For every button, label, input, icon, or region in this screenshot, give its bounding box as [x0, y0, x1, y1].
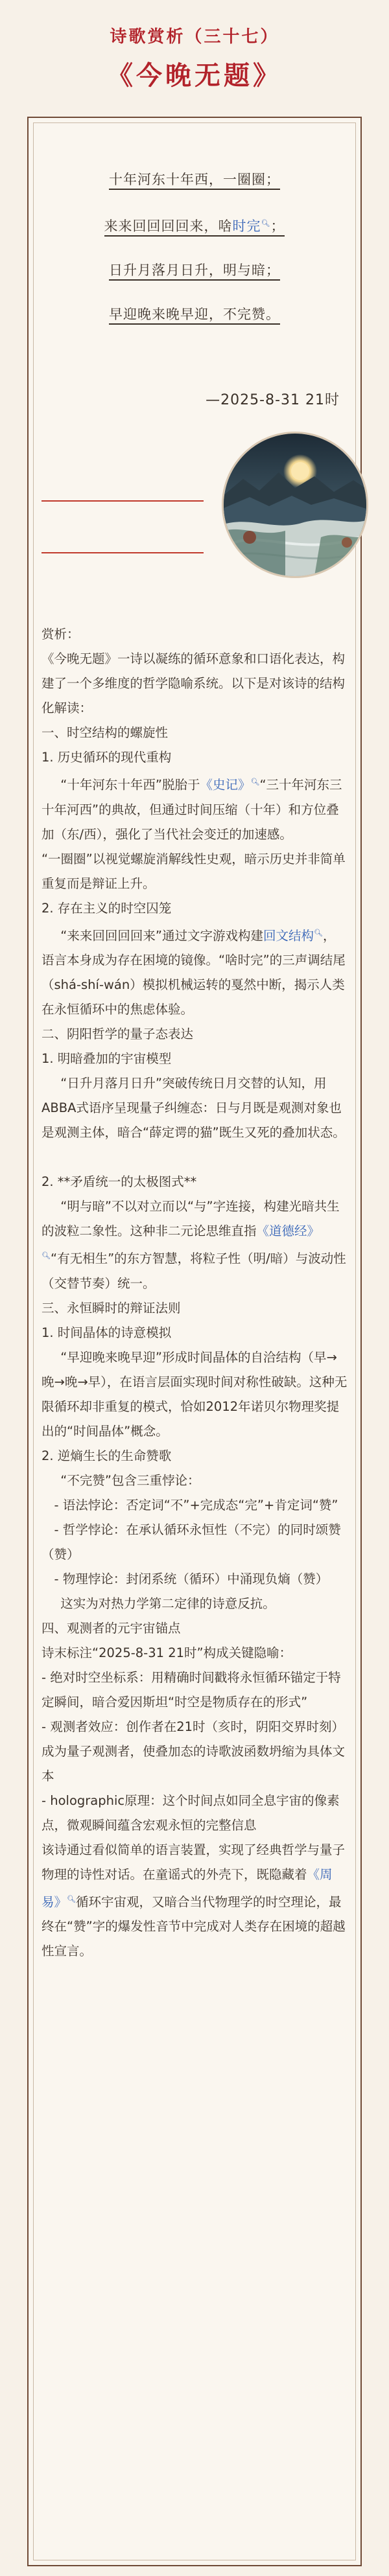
- section-3-2-conclusion: 这实为对热力学第二定律的诗意反抗。: [60, 1595, 276, 1611]
- search-icon[interactable]: 🔍︎: [250, 778, 260, 786]
- series-title: 诗歌赏析（三十七）: [110, 27, 279, 47]
- section-2-heading: 二、阴阳哲学的量子态表达: [41, 1027, 194, 1041]
- section-1-1-paragraph-2: “一圈圈”以视觉螺旋消解线性史观，暗示历史并非简单重复而是辩证上升。: [41, 851, 346, 891]
- link-huiwen[interactable]: 回文结构: [263, 928, 314, 943]
- section-2-2-paragraph: [41, 1194, 348, 1296]
- analysis-heading: 赏析：: [41, 627, 80, 642]
- section-3-2-bullet-3: - 物理悖论：封闭系统（循环）中涌现负熵（赞）: [54, 1571, 329, 1586]
- link-daodejing[interactable]: 《道德经》: [256, 1224, 320, 1238]
- link-zhouyi[interactable]: 《周易》: [41, 1866, 333, 1909]
- poem: [29, 168, 360, 347]
- section-1-1-paragraph: [41, 770, 348, 847]
- section-1-2-heading: 2. 存在主义的时空囚笼: [41, 900, 172, 916]
- section-4-conclusion-text-a: 该诗通过看似简单的语言装置，实现了经典哲学与量子物理的诗性对话。在童谣式的外壳下，既隐藏着: [41, 1842, 346, 1882]
- poem-date: —2025-8-31 21时: [206, 392, 340, 408]
- section-3-1-heading: 1. 时间晶体的诗意模拟: [41, 1325, 172, 1340]
- section-1-2-paragraph: [41, 921, 348, 1023]
- analysis-intro: 《今晚无题》一诗以凝练的循环意象和口语化表达，构建了一个多维度的哲学隐喻系统。以下是对该诗的结构化解读：: [41, 651, 346, 715]
- poem-line-1-text: 十年河东十年西，一圈圈；: [109, 172, 280, 190]
- poem-line-3: [29, 259, 360, 281]
- article-frame: [27, 117, 362, 2566]
- analysis: [41, 622, 348, 1964]
- poem-line-2: [29, 213, 360, 237]
- poem-line-2-text-a: 来来回回回回来，啥: [104, 218, 233, 234]
- section-1-1-text-a: “十年河东十年西”脱胎于: [60, 777, 200, 793]
- poem-line-4: [29, 303, 360, 325]
- section-3-2-heading: 2. 逆熵生长的生命赞歌: [41, 1448, 172, 1463]
- section-1-heading: 一、时空结构的螺旋性: [41, 725, 169, 740]
- divider-line-bottom: [41, 552, 204, 553]
- section-1-1-heading: 1. 历史循环的现代重构: [41, 750, 172, 765]
- section-4-bullet-2: - 观测者效应：创作者在21时（亥时，阴阳交界时刻）成为量子观测者，使叠加态的诗歌波函数坍缩为具体文本: [41, 1719, 346, 1783]
- search-icon[interactable]: 🔍︎: [67, 1894, 76, 1903]
- header: [0, 0, 389, 92]
- section-4-heading: 四、观测者的元宇宙锚点: [41, 1620, 181, 1636]
- section-4-bullet-1: - 绝对时空坐标系：用精确时间戳将永恒循环锚定于特定瞬间，暗合爱因斯坦“时空是物质存在的形式”: [41, 1669, 341, 1710]
- section-4-paragraph: 诗末标注“2025-8-31 21时”构成关键隐喻：: [41, 1645, 292, 1660]
- poem-line-3-text: 日升月落月日升，明与暗；: [109, 262, 280, 281]
- poem-line-1: [29, 168, 360, 191]
- section-3-2-bullet-1: - 语法悖论：否定词“不”+完成态“完”+肯定词“赞”: [54, 1497, 338, 1513]
- section-1-1-text-b: “三十年河东三十年河西”的典故，但通过时间压缩（十年）和方位叠加（东/西），强化了当代社会变迁的加速感。: [41, 777, 342, 842]
- poem-line-4-text: 早迎晚来晚早迎，不完赞。: [109, 307, 280, 325]
- link-shiji[interactable]: 《史记》: [200, 777, 251, 793]
- section-3-2-paragraph: “不完赞”包含三重悖论：: [60, 1472, 200, 1488]
- section-1-2-text-a: “来来回回回回来”通过文字游戏构建: [60, 928, 263, 943]
- spacer: [41, 1145, 348, 1170]
- section-2-2-heading: 2. **矛盾统一的太极图式**: [41, 1174, 197, 1189]
- section-4-bullet-3: - holographic原理：这个时间点如同全息宇宙的像素点，微观瞬间蕴含宏观永恒的完整信息: [41, 1793, 340, 1833]
- search-icon[interactable]: 🔍︎: [41, 1251, 51, 1260]
- section-3-heading: 三、永恒瞬时的辩证法则: [41, 1300, 181, 1316]
- poem-line-2-text-b: ；: [270, 218, 285, 234]
- section-2-2-text-a: “明与暗”不以对立而以“与”字连接，构建光暗共生的波粒二象性。这种非二元论思维直指: [41, 1199, 340, 1238]
- section-2-2-text-b: “有无相生”的东方智慧，将粒子性（明/暗）与波动性（交替节奏）统一。: [41, 1251, 346, 1291]
- divider-line-top: [41, 500, 204, 502]
- landscape-illustration: [222, 432, 368, 578]
- search-icon[interactable]: 🔍︎: [313, 928, 323, 937]
- search-icon[interactable]: 🔍︎: [261, 219, 271, 227]
- section-4-conclusion-text-b: 循环宇宙观，又暗合当代物理学的时空理论，最终在“赞”字的爆发性音节中完成对人类存在困境的超越性宣言。: [41, 1894, 346, 1958]
- page-title: 《今晚无题》: [107, 61, 282, 91]
- section-3-1-paragraph: “早迎晚来晚早迎”形成时间晶体的自洽结构（早→晚→晚→早），在语言层面实现时间对称性破缺。这种无限循环却非重复的模式，恰如2012年诺贝尔物理奖提出的“时间晶体”概念。: [41, 1349, 348, 1439]
- section-3-2-bullet-2: - 哲学悖论：在承认循环永恒性（不完）的同时颂赞（赞）: [41, 1522, 341, 1562]
- section-2-1-paragraph: “日升月落月日升”突破传统日月交替的认知，用ABBA式语序呈现量子纠缠态：日与月既是观测对象也是观测主体，暗合“薛定谔的猫”既生又死的叠加状态。: [41, 1076, 346, 1140]
- poem-link-shiwan[interactable]: 时完: [232, 218, 261, 234]
- section-2-1-heading: 1. 明暗叠加的宇宙模型: [41, 1051, 172, 1066]
- section-1-2-text-b: ，语言本身成为存在困境的镜像。“啥时完”的三声调结尾（shá-shí-wán）模拟机械运转的戛然中断，揭示人类在永恒循环中的焦虑体验。: [41, 928, 346, 1017]
- section-4-conclusion: [41, 1838, 348, 1964]
